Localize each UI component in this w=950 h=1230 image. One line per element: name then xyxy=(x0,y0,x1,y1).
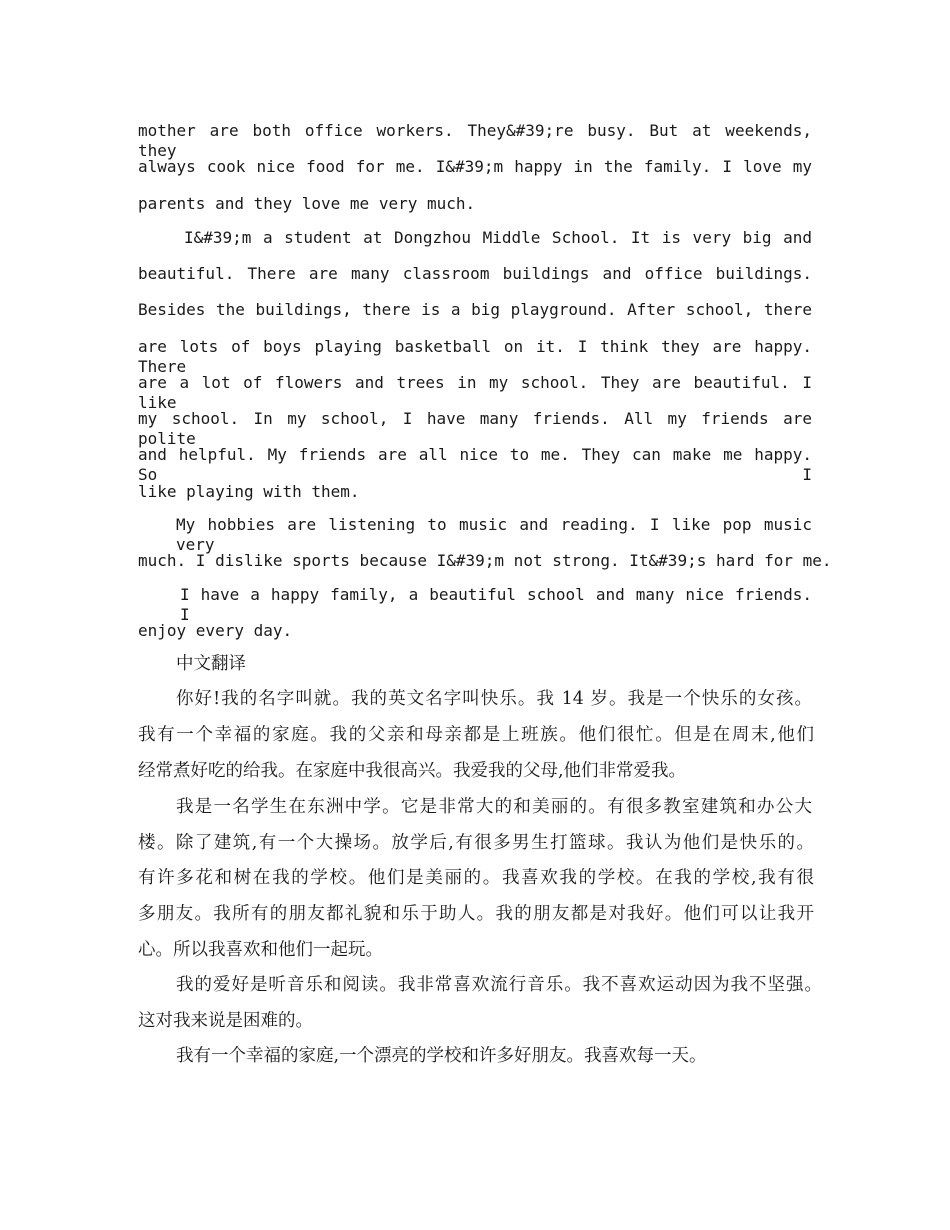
text-line: 有许多花和树在我的学校。他们是美丽的。我喜欢我的学校。在我的学校,我有很 xyxy=(138,868,814,888)
text-line: 我是一名学生在东洲中学。它是非常大的和美丽的。有很多教室建筑和办公大 xyxy=(176,797,812,817)
text-line: mother are both office workers. They&#39;re busy. But at weekends, they xyxy=(138,121,812,160)
text-line: 我的爱好是听音乐和阅读。我非常喜欢流行音乐。我不喜欢运动因为我不坚强。 xyxy=(176,975,822,995)
text-line: 楼。除了建筑,有一个大操场。放学后,有很多男生打篮球。我认为他们是快乐的。 xyxy=(138,833,814,853)
text-line: like playing with them. xyxy=(138,482,360,501)
text-line: beautiful. There are many classroom buildings and office buildings. xyxy=(138,264,812,283)
text-line: Besides the buildings, there is a big playground. After school, there xyxy=(138,300,812,319)
text-line: and helpful. My friends are all nice to me. They can make me happy. So I xyxy=(138,445,812,484)
text-line: parents and they love me very much. xyxy=(138,194,476,213)
text-line: I&#39;m a student at Dongzhou Middle School. It is very big and xyxy=(184,228,812,247)
text-line: my school. In my school, I have many friends. All my friends are polite xyxy=(138,409,812,448)
text-line: enjoy every day. xyxy=(138,621,293,640)
text-line: much. I dislike sports because I&#39;m not strong. It&#39;s hard for me. xyxy=(138,551,832,570)
text-line: My hobbies are listening to music and reading. I like pop music very xyxy=(176,515,812,554)
section-heading: 中文翻译 xyxy=(176,654,246,674)
text-line: are lots of boys playing basketball on it. I think they are happy. There xyxy=(138,337,812,376)
text-line: I have a happy family, a beautiful school and many nice friends. I xyxy=(180,585,812,624)
text-line: 这对我来说是困难的。 xyxy=(138,1011,313,1031)
text-line: 心。所以我喜欢和他们一起玩。 xyxy=(138,940,383,960)
text-line: always cook nice food for me. I&#39;m happy in the family. I love my xyxy=(138,157,812,176)
text-line: 你好!我的名字叫就。我的英文名字叫快乐。我 14 岁。我是一个快乐的女孩。 xyxy=(176,689,812,709)
text-line: are a lot of flowers and trees in my school. They are beautiful. I like xyxy=(138,373,812,412)
text-line: 我有一个幸福的家庭,一个漂亮的学校和许多好朋友。我喜欢每一天。 xyxy=(176,1046,707,1066)
text-line: 经常煮好吃的给我。在家庭中我很高兴。我爱我的父母,他们非常爱我。 xyxy=(138,761,687,781)
text-line: 多朋友。我所有的朋友都礼貌和乐于助人。我的朋友都是对我好。他们可以让我开 xyxy=(138,904,814,924)
text-line: 我有一个幸福的家庭。我的父亲和母亲都是上班族。他们很忙。但是在周末,他们 xyxy=(138,725,814,745)
